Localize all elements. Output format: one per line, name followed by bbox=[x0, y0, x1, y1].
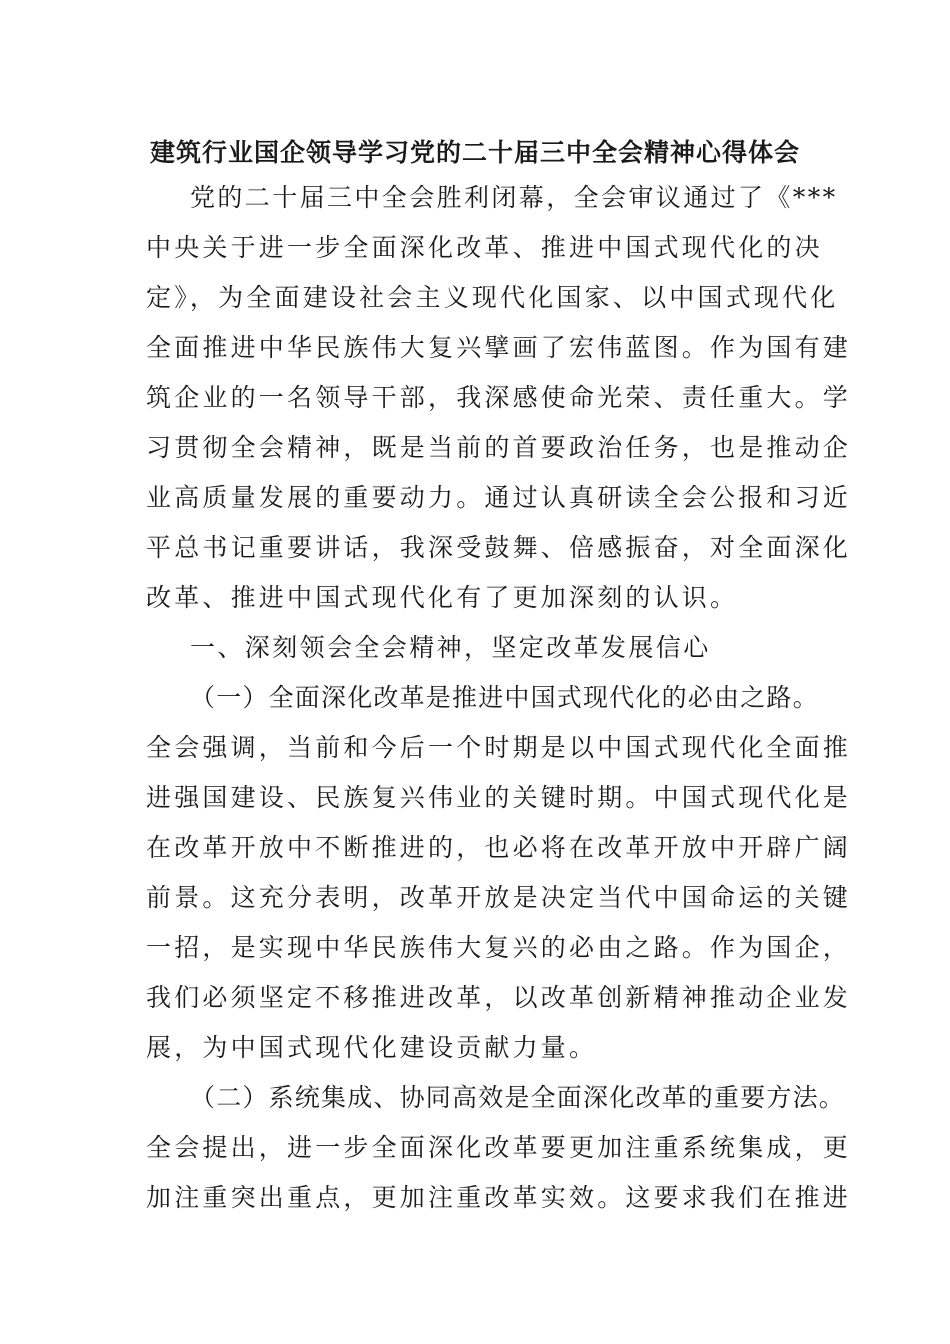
text-line: 前景。这充分表明，改革开放是决定当代中国命运的关键 bbox=[146, 883, 852, 912]
text-line: 在改革开放中不断推进的，也必将在改革开放中开辟广阔 bbox=[146, 833, 852, 862]
text-line: 业高质量发展的重要动力。通过认真研读全会公报和习近 bbox=[146, 483, 852, 512]
text-line: 全会提出，进一步全面深化改革要更加注重系统集成，更 bbox=[146, 1133, 852, 1162]
text-line: 筑企业的一名领导干部，我深感使命光荣、责任重大。学 bbox=[146, 383, 852, 412]
text-line: 加注重突出重点，更加注重改革实效。这要求我们在推进 bbox=[146, 1183, 852, 1212]
subsection-heading: （二）系统集成、协同高效是全面深化改革的重要方法。 bbox=[190, 1083, 846, 1112]
text-line: 一招，是实现中华民族伟大复兴的必由之路。作为国企， bbox=[146, 933, 852, 962]
subsection-heading: （一）全面深化改革是推进中国式现代化的必由之路。 bbox=[190, 683, 819, 712]
text-line: 平总书记重要讲话，我深受鼓舞、倍感振奋，对全面深化 bbox=[146, 533, 852, 562]
text-line: 进强国建设、民族复兴伟业的关键时期。中国式现代化是 bbox=[146, 783, 852, 812]
text-line: 党的二十届三中全会胜利闭幕，全会审议通过了《*** bbox=[190, 183, 838, 212]
section-heading: 一、深刻领会全会精神，坚定改革发展信心 bbox=[190, 633, 711, 662]
text-line: 中央关于进一步全面深化改革、推进中国式现代化的决 bbox=[146, 233, 823, 262]
document-title: 建筑行业国企领导学习党的二十届三中全会精神心得体会 bbox=[149, 138, 800, 167]
text-line: 定》，为全面建设社会主义现代化国家、以中国式现代化 bbox=[146, 283, 839, 312]
text-line: 全面推进中华民族伟大复兴擘画了宏伟蓝图。作为国有建 bbox=[146, 333, 852, 362]
text-line: 全会强调，当前和今后一个时期是以中国式现代化全面推 bbox=[146, 733, 852, 762]
text-line: 我们必须坚定不移推进改革，以改革创新精神推动企业发 bbox=[146, 983, 852, 1012]
text-line: 改革、推进中国式现代化有了更加深刻的认识。 bbox=[146, 583, 739, 612]
text-line: 展，为中国式现代化建设贡献力量。 bbox=[146, 1033, 598, 1062]
text-line: 习贯彻全会精神，既是当前的首要政治任务，也是推动企 bbox=[146, 433, 852, 462]
